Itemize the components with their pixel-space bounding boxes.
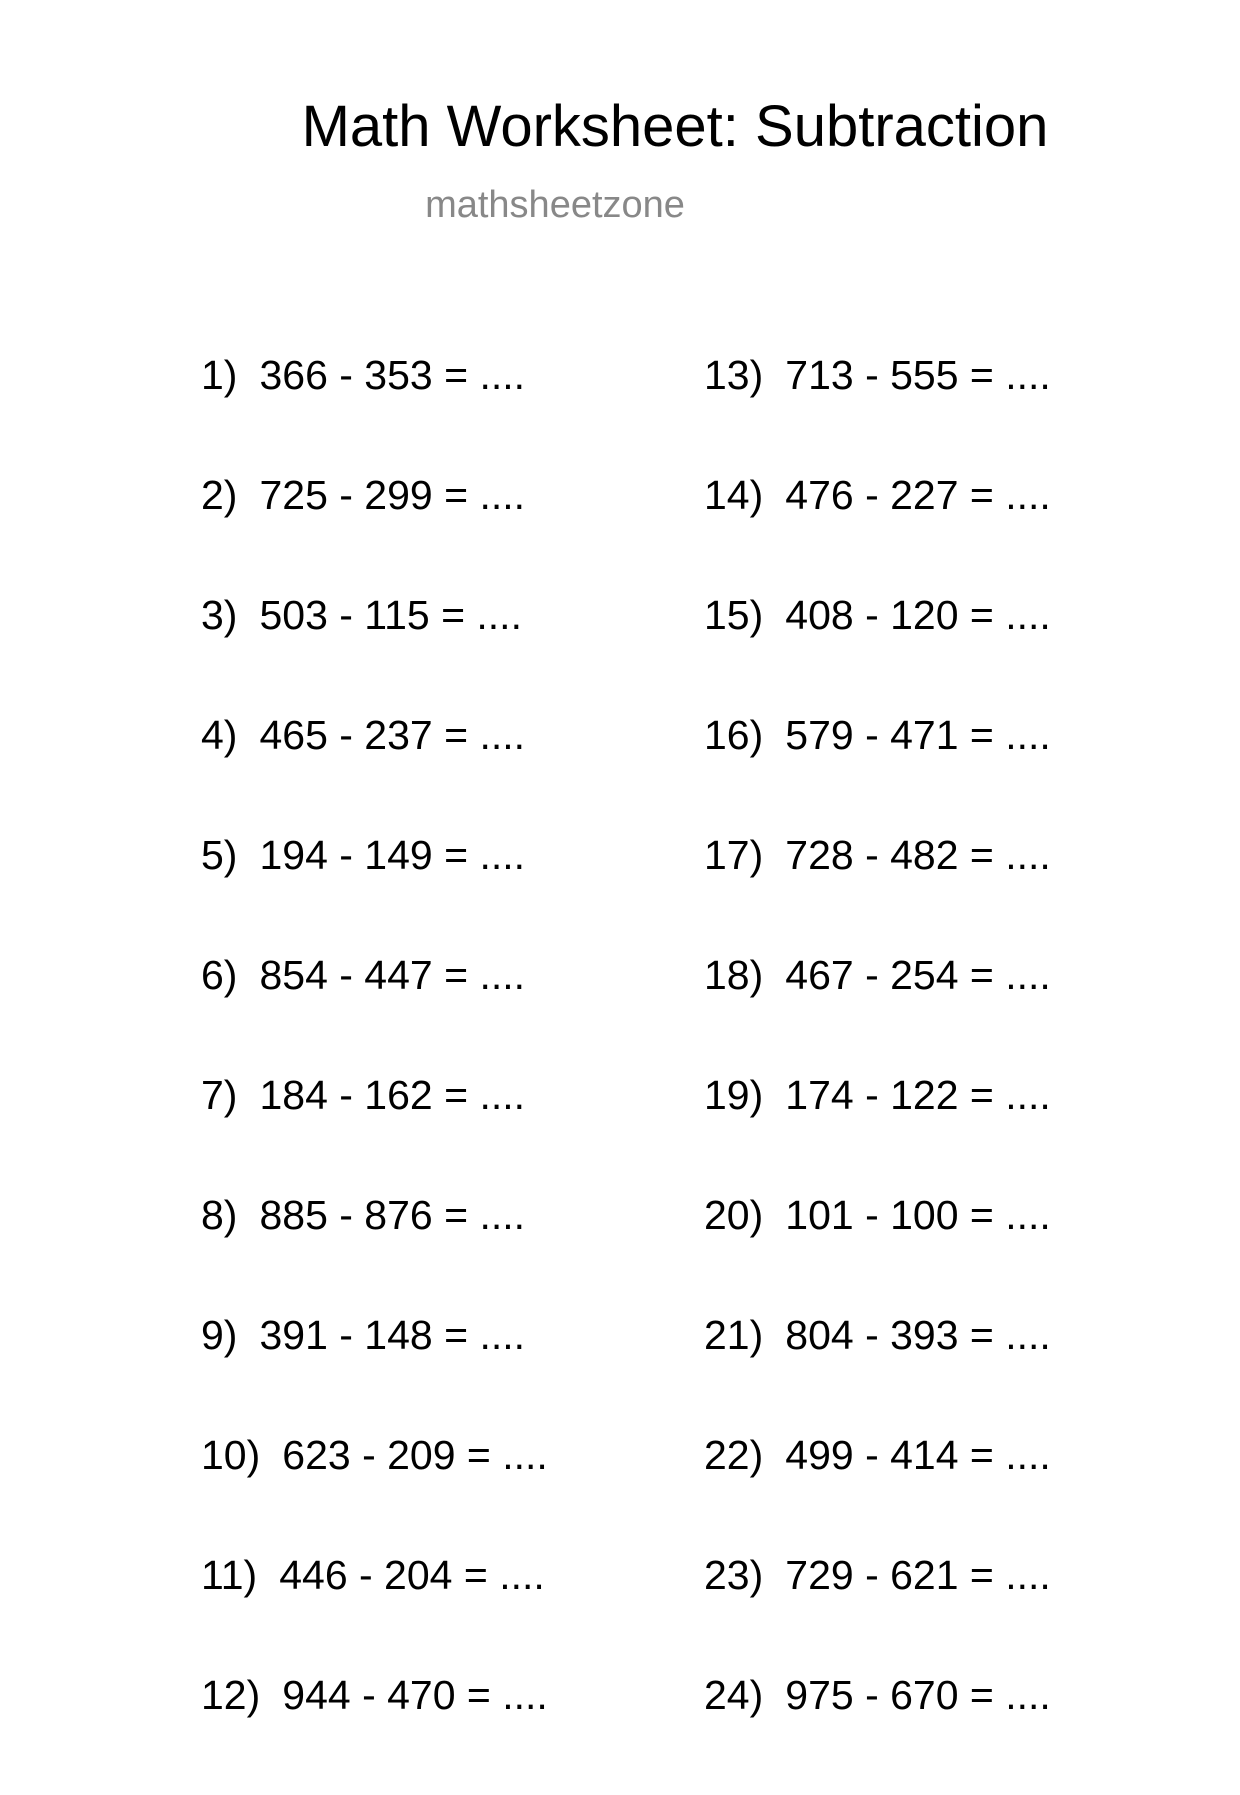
problem-item <box>704 352 1051 475</box>
problem-item <box>704 832 1051 955</box>
problem-item <box>201 1552 548 1675</box>
problem-number: 12) <box>201 1672 261 1718</box>
problem-expression: 391 - 148 = .... <box>259 1312 526 1358</box>
problem-number: 24) <box>704 1672 764 1718</box>
problem-number: 9) <box>201 1312 238 1358</box>
problem-item <box>201 472 548 595</box>
problem-expression: 184 - 162 = .... <box>259 1072 526 1118</box>
problem-item <box>704 1072 1051 1195</box>
problem-item <box>704 952 1051 1075</box>
problem-expression: 366 - 353 = .... <box>259 352 526 398</box>
problem-number: 11) <box>201 1552 258 1598</box>
problem-number: 5) <box>201 832 238 878</box>
problem-expression: 804 - 393 = .... <box>785 1312 1051 1358</box>
problem-expression: 408 - 120 = .... <box>785 592 1051 638</box>
problem-item <box>201 1072 548 1195</box>
problem-item <box>704 1312 1051 1435</box>
problem-number: 19) <box>704 1072 764 1118</box>
problem-item <box>704 592 1051 715</box>
problem-expression: 465 - 237 = .... <box>259 712 526 758</box>
problem-number: 4) <box>201 712 238 758</box>
problem-number: 23) <box>704 1552 764 1598</box>
problem-number: 18) <box>704 952 764 998</box>
problem-item <box>704 1192 1051 1315</box>
problem-number: 13) <box>704 352 764 398</box>
problem-item <box>704 1552 1051 1675</box>
worksheet-title: Math Worksheet: Subtraction <box>301 94 1049 159</box>
worksheet-source: mathsheetzone <box>425 184 685 226</box>
problem-expression: 446 - 204 = .... <box>279 1552 545 1598</box>
problem-number: 17) <box>704 832 764 878</box>
problem-column-left <box>201 352 548 1795</box>
problem-expression: 194 - 149 = .... <box>259 832 526 878</box>
problem-item <box>201 1432 548 1555</box>
problem-number: 1) <box>201 352 238 398</box>
problem-item <box>704 1432 1051 1555</box>
problem-number: 16) <box>704 712 764 758</box>
problem-number: 20) <box>704 1192 764 1238</box>
problem-item <box>704 1672 1051 1795</box>
problem-expression: 725 - 299 = .... <box>259 472 526 518</box>
problem-item <box>201 952 548 1075</box>
problem-expression: 174 - 122 = .... <box>785 1072 1051 1118</box>
problem-number: 3) <box>201 592 238 638</box>
problem-expression: 579 - 471 = .... <box>785 712 1051 758</box>
problem-number: 21) <box>704 1312 764 1358</box>
problem-item <box>201 1672 548 1795</box>
problem-number: 22) <box>704 1432 764 1478</box>
problem-expression: 729 - 621 = .... <box>785 1552 1051 1598</box>
problem-item <box>201 592 548 715</box>
problem-item <box>704 472 1051 595</box>
problem-number: 15) <box>704 592 764 638</box>
problem-grid <box>0 352 1240 1735</box>
problem-expression: 476 - 227 = .... <box>785 472 1051 518</box>
problem-number: 2) <box>201 472 238 518</box>
problem-number: 7) <box>201 1072 238 1118</box>
problem-item <box>201 1192 548 1315</box>
problem-expression: 499 - 414 = .... <box>785 1432 1051 1478</box>
problem-column-right <box>704 352 1051 1795</box>
problem-item <box>201 832 548 955</box>
problem-item <box>201 1312 548 1435</box>
problem-item <box>704 712 1051 835</box>
problem-number: 14) <box>704 472 764 518</box>
problem-number: 8) <box>201 1192 238 1238</box>
problem-number: 10) <box>201 1432 261 1478</box>
problem-expression: 623 - 209 = .... <box>282 1432 548 1478</box>
problem-expression: 944 - 470 = .... <box>282 1672 548 1718</box>
problem-expression: 467 - 254 = .... <box>785 952 1051 998</box>
problem-number: 6) <box>201 952 238 998</box>
problem-item <box>201 712 548 835</box>
problem-expression: 728 - 482 = .... <box>785 832 1051 878</box>
problem-expression: 885 - 876 = .... <box>259 1192 526 1238</box>
problem-expression: 101 - 100 = .... <box>785 1192 1051 1238</box>
problem-item <box>201 352 548 475</box>
problem-expression: 854 - 447 = .... <box>259 952 526 998</box>
problem-expression: 503 - 115 = .... <box>259 592 522 638</box>
problem-expression: 975 - 670 = .... <box>785 1672 1051 1718</box>
problem-expression: 713 - 555 = .... <box>785 352 1051 398</box>
